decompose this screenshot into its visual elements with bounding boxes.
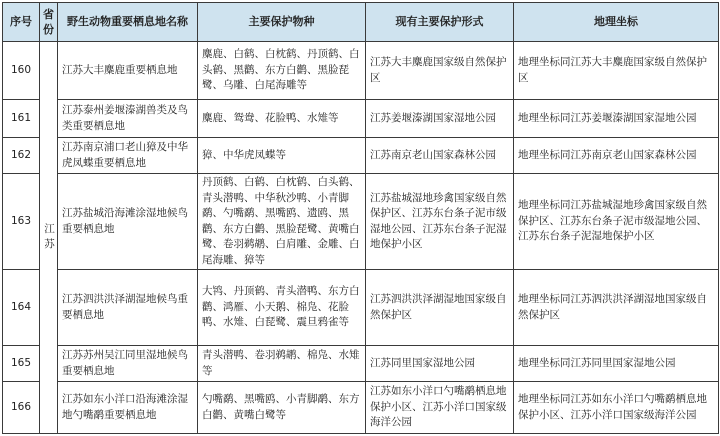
table-row xyxy=(3,270,719,346)
protection-form: 江苏盐城湿地珍禽国家级自然保护区、江苏东台条子泥市级湿地公园、江苏东台条子泥湿地保护小区 xyxy=(366,174,514,270)
table-header xyxy=(3,3,719,42)
protected-species: 勺嘴鹬、黑嘴鸥、小青脚鹬、东方白鹳、黄嘴白鹭等 xyxy=(198,382,366,434)
header-province-text: 省份 xyxy=(43,7,54,36)
habitat-name: 江苏南京浦口老山獐及中华虎凤蝶重要栖息地 xyxy=(58,138,198,174)
protection-form: 江苏姜堰溱湖国家湿地公园 xyxy=(366,100,514,138)
header-row xyxy=(3,3,719,42)
row-number: 163 xyxy=(3,174,40,270)
habitat-name: 江苏泰州姜堰溱湖兽类及鸟类重要栖息地 xyxy=(58,100,198,138)
header-form: 现有主要保护形式 xyxy=(366,3,514,42)
table-row xyxy=(3,138,719,174)
geo-coordinates: 地理坐标同江苏盐城湿地珍禽国家级自然保护区、江苏东台条子泥市级湿地公园、江苏东台条子泥湿地保护小区 xyxy=(514,174,719,270)
row-number: 160 xyxy=(3,42,40,100)
protected-species: 丹顶鹤、白鹤、白枕鹤、白头鹤、青头潜鸭、中华秋沙鸭、小青脚鹬、勺嘴鹬、黑嘴鸥、遗鸥、黑鹳、东方白鹳、黑脸琵鹭、黄嘴白鹭、卷羽鹈鹕、白肩雕、金雕、白尾海雕、獐等 xyxy=(198,174,366,270)
protection-form: 江苏大丰麋鹿国家级自然保护区 xyxy=(366,42,514,100)
protected-species: 大鸨、丹顶鹤、青头潜鸭、东方白鹳、鸿雁、小天鹅、棉凫、花脸鸭、水雉、白琵鹭、震旦鸦雀等 xyxy=(198,270,366,346)
protected-species: 麋鹿、白鹤、白枕鹤、丹顶鹤、白头鹤、黑鹳、东方白鹳、黑脸琵鹭、乌雕、白尾海雕等 xyxy=(198,42,366,100)
geo-coordinates: 地理坐标同江苏大丰麋鹿国家级自然保护区 xyxy=(514,42,719,100)
protection-form: 江苏南京老山国家森林公园 xyxy=(366,138,514,174)
header-no: 序号 xyxy=(3,3,40,42)
header-province xyxy=(40,3,58,42)
protected-species: 青头潜鸭、卷羽鹈鹕、棉凫、水雉等 xyxy=(198,346,366,382)
geo-coordinates: 地理坐标同江苏姜堰溱湖国家湿地公园 xyxy=(514,100,719,138)
habitat-table xyxy=(2,2,719,434)
row-number: 166 xyxy=(3,382,40,434)
row-number: 161 xyxy=(3,100,40,138)
geo-coordinates: 地理坐标同江苏南京老山国家森林公园 xyxy=(514,138,719,174)
protection-form: 江苏泗洪洪泽湖湿地国家级自然保护区 xyxy=(366,270,514,346)
table-row xyxy=(3,174,719,270)
table-row xyxy=(3,42,719,100)
province-text: 江苏 xyxy=(44,223,55,251)
table-row xyxy=(3,382,719,434)
header-species: 主要保护物种 xyxy=(198,3,366,42)
habitat-name: 江苏苏州吴江同里湿地候鸟重要栖息地 xyxy=(58,346,198,382)
header-name: 野生动物重要栖息地名称 xyxy=(58,3,198,42)
header-geo: 地理坐标 xyxy=(514,3,719,42)
row-number: 162 xyxy=(3,138,40,174)
table-row xyxy=(3,100,719,138)
habitat-name: 江苏如东小洋口沿海滩涂湿地勺嘴鹬重要栖息地 xyxy=(58,382,198,434)
habitat-name: 江苏大丰麋鹿重要栖息地 xyxy=(58,42,198,100)
geo-coordinates: 地理坐标同江苏如东小洋口勺嘴鹬栖息地保护小区、江苏小洋口国家级海洋公园 xyxy=(514,382,719,434)
province-cell xyxy=(40,42,58,434)
row-number: 164 xyxy=(3,270,40,346)
row-number: 165 xyxy=(3,346,40,382)
geo-coordinates: 地理坐标同江苏泗洪洪泽湖湿地国家级自然保护区 xyxy=(514,270,719,346)
table-row xyxy=(3,346,719,382)
table-body xyxy=(3,42,719,434)
protected-species: 麋鹿、鸳鸯、花脸鸭、水雉等 xyxy=(198,100,366,138)
geo-coordinates: 地理坐标同江苏同里国家湿地公园 xyxy=(514,346,719,382)
protection-form: 江苏同里国家湿地公园 xyxy=(366,346,514,382)
habitat-name: 江苏盐城沿海滩涂湿地候鸟重要栖息地 xyxy=(58,174,198,270)
protection-form: 江苏如东小洋口勺嘴鹬栖息地保护小区、江苏小洋口国家级海洋公园 xyxy=(366,382,514,434)
habitat-name: 江苏泗洪洪泽湖湿地候鸟重要栖息地 xyxy=(58,270,198,346)
protected-species: 獐、中华虎凤蝶等 xyxy=(198,138,366,174)
